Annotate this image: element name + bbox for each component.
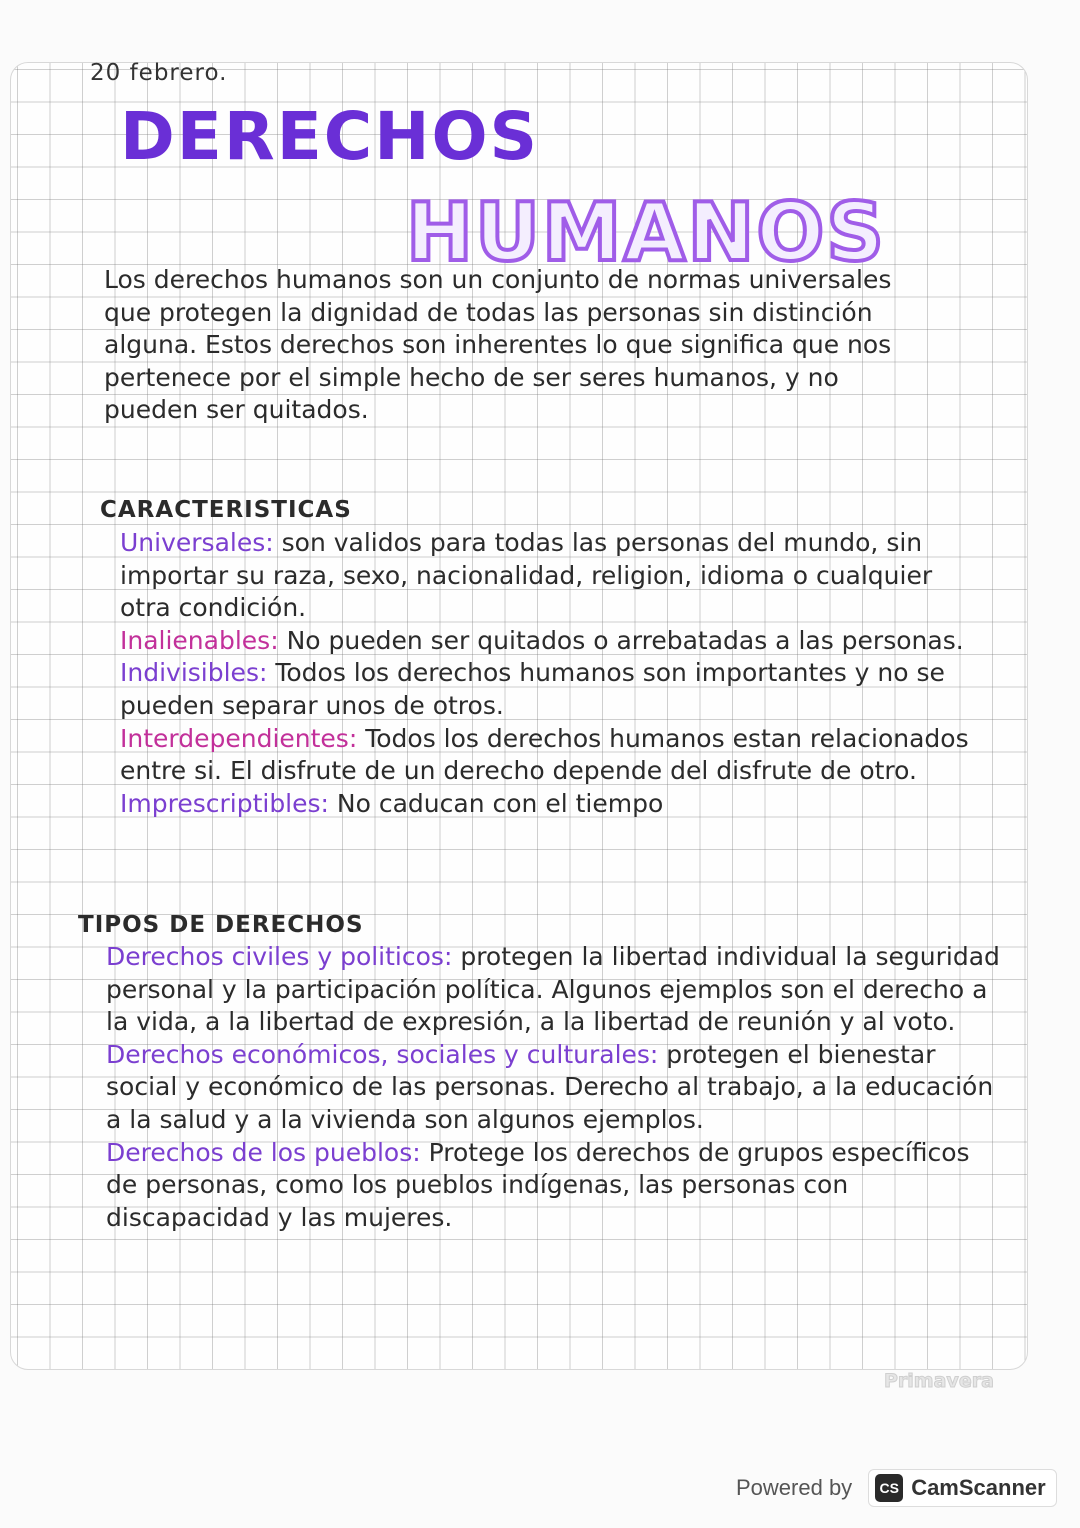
powered-by-label: Powered by xyxy=(736,1475,853,1500)
notebook-brand-mark: Primavera xyxy=(884,1370,994,1392)
type-item xyxy=(106,941,1006,1039)
characteristic-term: Universales: xyxy=(120,528,274,557)
type-text: Protege los derechos de grupos específicos de personas, como los pueblos indígenas, las personas con discapacidad y las mujeres. xyxy=(106,1137,970,1232)
types-list xyxy=(106,941,1006,1234)
characteristic-text: Todos los derechos humanos estan relacionados entre si. El disfrute de un derecho depende del disfrute de otro. xyxy=(120,723,969,786)
type-term: Derechos de los pueblos: xyxy=(106,1137,421,1167)
characteristic-item xyxy=(120,625,990,658)
scanner-footer xyxy=(736,1466,1057,1510)
characteristic-term: Imprescriptibles: xyxy=(120,788,329,818)
characteristic-term: Interdependientes: xyxy=(120,723,358,753)
camscanner-logo xyxy=(868,1469,1057,1507)
characteristic-term: Inalienables: xyxy=(120,625,279,655)
characteristic-item xyxy=(120,657,990,722)
types-heading: TIPOS DE DERECHOS xyxy=(78,912,364,938)
characteristics-heading: CARACTERISTICAS xyxy=(100,497,352,523)
camscanner-icon: CS xyxy=(875,1474,903,1502)
page-date: 20 febrero. xyxy=(90,60,228,86)
type-text: protegen la libertad individual la seguridad personal y la participación política. Algunos ejemplos son el derecho a la vida, a la libertad de expresión, a la libertad de reunión y al voto. xyxy=(106,942,1000,1037)
characteristic-item xyxy=(120,527,990,625)
characteristics-list xyxy=(120,527,990,820)
intro-paragraph: Los derechos humanos son un conjunto de normas universales que protegen la dignidad de todas las personas sin distinción alguna. Estos derechos son inherentes lo que significa que nos pertenece por el simple hecho de ser seres humanos, y no pueden ser quitados. xyxy=(104,265,892,425)
type-text: protegen el bienestar social y económico de las personas. Derecho al trabajo, a la educación a la salud y a la vivienda son algunos ejemplos. xyxy=(106,1039,994,1134)
characteristic-text: son validos para todas las personas del mundo, sin importar su raza, sexo, nacionalidad, religion, idioma o cualquier otra condición. xyxy=(120,528,933,623)
characteristic-item xyxy=(120,788,990,821)
type-item xyxy=(106,1039,1006,1137)
type-term: Derechos económicos, sociales y culturales: xyxy=(106,1039,659,1069)
characteristic-text: No caducan con el tiempo xyxy=(328,788,664,818)
characteristic-text: Todos los derechos humanos son importantes y no se pueden separar unos de otros. xyxy=(120,658,945,720)
title-humanos: HUMANOS xyxy=(406,186,887,279)
type-item xyxy=(106,1137,1006,1235)
characteristic-item xyxy=(120,723,990,788)
camscanner-name: CamScanner xyxy=(911,1475,1046,1500)
type-term: Derechos civiles y politicos: xyxy=(106,942,453,971)
characteristic-text: No pueden ser quitados o arrebatadas a las personas. xyxy=(278,625,964,655)
characteristic-term: Indivisibles: xyxy=(120,658,268,688)
title-derechos: DERECHOS xyxy=(120,98,540,175)
